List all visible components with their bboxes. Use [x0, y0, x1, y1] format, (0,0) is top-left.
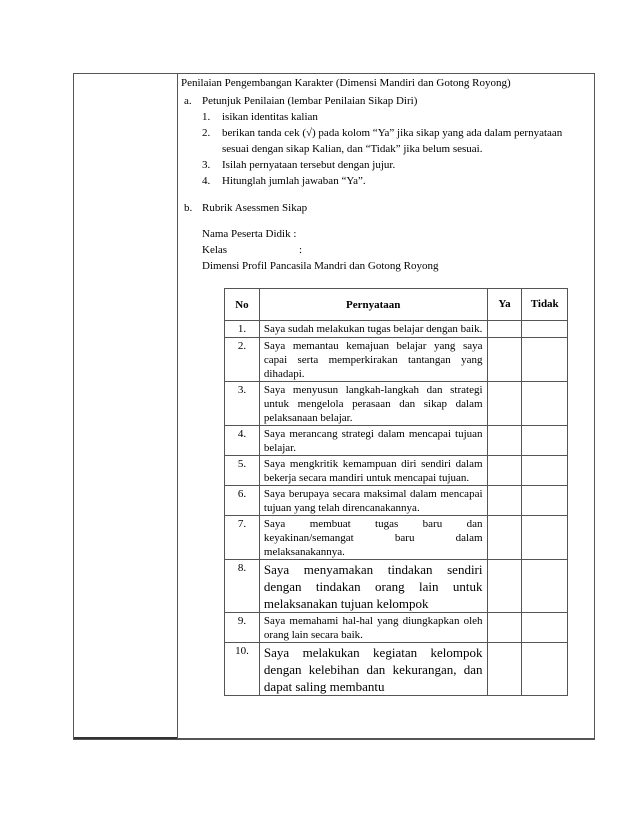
tidak-checkbox-cell[interactable] [522, 338, 568, 382]
instruction-num: 3. [202, 159, 211, 171]
row-statement: Saya berupaya secara maksimal dalam mencapai tujuan yang telah direncanakannya. [259, 486, 487, 516]
tidak-checkbox-cell[interactable] [522, 382, 568, 426]
instruction-text: berikan tanda cek (√) pada kolom “Ya” jika sikap yang ada dalam pernyataan [222, 127, 563, 139]
table-row [225, 426, 568, 456]
instruction-text-cont: sesuai dengan sikap Kalian, dan “Tidak” jika belum sesuai. [222, 143, 483, 155]
row-number: 10. [225, 643, 260, 696]
row-statement: Saya menyamakan tindakan sendiri dengan tindakan orang lain untuk melaksanakan tujuan kelompok [259, 560, 487, 613]
class-field-label: Kelas [202, 244, 228, 256]
instruction-num: 1. [202, 111, 211, 123]
row-statement: Saya menyusun langkah-langkah dan strategi untuk mengelola perasaan dan sikap dalam pelaksanaan belajar. [259, 382, 487, 426]
class-field-colon: : [299, 244, 303, 256]
ya-checkbox-cell[interactable] [487, 516, 522, 560]
header-ya: Ya [487, 289, 522, 321]
document-frame [73, 73, 595, 740]
table-row [225, 456, 568, 486]
assessment-table [224, 288, 568, 696]
ya-checkbox-cell[interactable] [487, 456, 522, 486]
table-row [225, 643, 568, 696]
tidak-checkbox-cell[interactable] [522, 613, 568, 643]
row-number: 9. [225, 613, 260, 643]
table-row [225, 560, 568, 613]
ya-checkbox-cell[interactable] [487, 486, 522, 516]
row-number: 8. [225, 560, 260, 613]
row-statement: Saya memahami hal-hal yang diungkapkan oleh orang lain secara baik. [259, 613, 487, 643]
tidak-checkbox-cell[interactable] [522, 321, 568, 338]
header-no: No [225, 289, 260, 321]
tidak-checkbox-cell[interactable] [522, 426, 568, 456]
row-number: 7. [225, 516, 260, 560]
instruction-text: Hitunglah jumlah jawaban “Ya”. [222, 175, 366, 187]
row-number: 2. [225, 338, 260, 382]
tidak-checkbox-cell[interactable] [522, 486, 568, 516]
section-a-label: a. [184, 95, 192, 107]
row-statement: Saya sudah melakukan tugas belajar dengan baik. [259, 321, 487, 338]
row-number: 3. [225, 382, 260, 426]
ya-checkbox-cell[interactable] [487, 338, 522, 382]
header-tidak: Tidak [522, 289, 568, 321]
ya-checkbox-cell[interactable] [487, 321, 522, 338]
ya-checkbox-cell[interactable] [487, 426, 522, 456]
tidak-checkbox-cell[interactable] [522, 516, 568, 560]
table-row [225, 338, 568, 382]
row-number: 5. [225, 456, 260, 486]
tidak-checkbox-cell[interactable] [522, 456, 568, 486]
tidak-checkbox-cell[interactable] [522, 643, 568, 696]
left-column [74, 74, 178, 739]
student-name-field: Nama Peserta Didik : [202, 228, 297, 240]
row-statement: Saya merancang strategi dalam mencapai tujuan belajar. [259, 426, 487, 456]
page-title: Penilaian Pengembangan Karakter (Dimensi Mandiri dan Gotong Royong) [181, 77, 511, 89]
ya-checkbox-cell[interactable] [487, 613, 522, 643]
frame-bottom-line [178, 738, 594, 739]
row-number: 6. [225, 486, 260, 516]
instruction-num: 2. [202, 127, 211, 139]
row-statement: Saya melakukan kegiatan kelompok dengan kelebihan dan kekurangan, dan dapat saling membantu [259, 643, 487, 696]
content-column [178, 74, 594, 739]
header-statement: Pernyataan [259, 289, 487, 321]
section-b-label: b. [184, 202, 193, 214]
ya-checkbox-cell[interactable] [487, 560, 522, 613]
profile-dimension: Dimensi Profil Pancasila Mandri dan Gotong Royong [202, 260, 439, 272]
table-row [225, 516, 568, 560]
instruction-text: isikan identitas kalian [222, 111, 318, 123]
ya-checkbox-cell[interactable] [487, 643, 522, 696]
table-row [225, 613, 568, 643]
table-row [225, 382, 568, 426]
row-number: 1. [225, 321, 260, 338]
row-statement: Saya mengkritik kemampuan diri sendiri dalam bekerja secara mandiri untuk mencapai tujuan. [259, 456, 487, 486]
instruction-text: Isilah pernyataan tersebut dengan jujur. [222, 159, 396, 171]
row-statement: Saya membuat tugas baru dan keyakinan/semangat baru dalam melaksanakannya. [259, 516, 487, 560]
row-statement: Saya memantau kemajuan belajar yang saya capai serta memperkirakan tantangan yang dihadapi. [259, 338, 487, 382]
table-row [225, 321, 568, 338]
tidak-checkbox-cell[interactable] [522, 560, 568, 613]
section-b-heading: Rubrik Asessmen Sikap [202, 202, 308, 214]
row-number: 4. [225, 426, 260, 456]
table-header-row [225, 289, 568, 321]
table-row [225, 486, 568, 516]
instruction-num: 4. [202, 175, 211, 187]
section-a-heading: Petunjuk Penilaian (lembar Penilaian Sikap Diri) [202, 95, 418, 107]
ya-checkbox-cell[interactable] [487, 382, 522, 426]
